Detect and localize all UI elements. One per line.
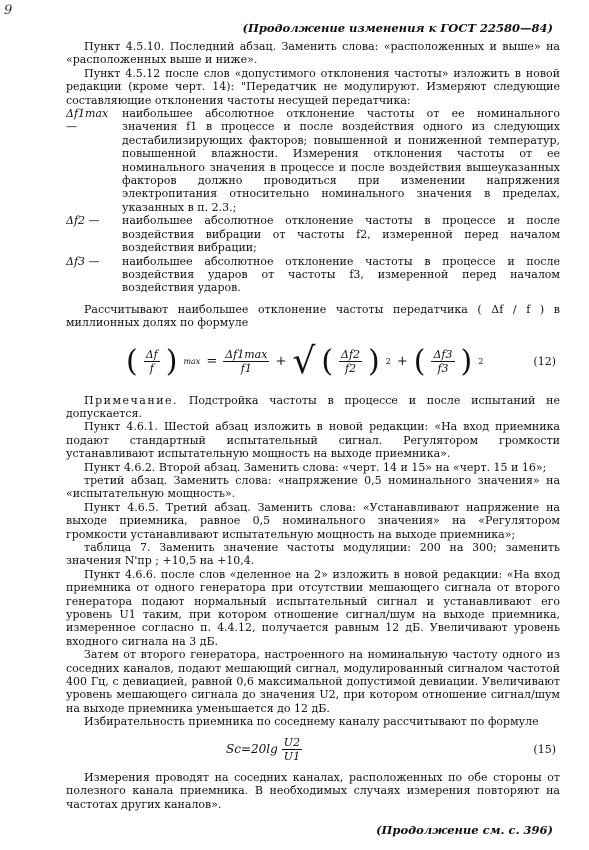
paragraph-third-abzac: третий абзац. Заменить слова: «напряжение 0,5 номинального значения» на «испытательную мощность». (66, 473, 560, 501)
formula-12 (66, 336, 560, 388)
paragraph-4-6-6: Пункт 4.6.6. после слов «деленное на 2» изложить в новой редакции: «На вход приемника от одного генератора при отсутствии мешающего сигнала от второго генератора подают нормальный испытательный сигнал и устанавливают его уровень U1 таким, при котором отношение сигнал/шум на выходе приемника, измеренное согласно п. 4.4.12, получается равным 12 дБ. Увеличивают уровень входного сигнала на 3 дБ. (66, 567, 560, 648)
paragraph-4-6-2: Пункт 4.6.2. Второй абзац. Заменить слова: «черт. 14 и 15» на «черт. 15 и 16»; (84, 460, 547, 474)
page-footer: (Продолжение см. с. 396) (376, 823, 553, 837)
paragraph-4-6-5: Пункт 4.6.5. Третий абзац. Заменить слова: «Устанавливают напряжение на выходе приемника, равное 0,5 номинального значения» на «Регулятором громкости устанавливают испытательную мощность на выходе приемника»; (66, 500, 560, 541)
paragraph-calc: Рассчитывают наибольшее отклонение частоты передатчика ( Δf / f ) в миллионных долях по формуле (66, 302, 560, 330)
formula-term-2: $\frac{\Delta f2}{f2}$ (341, 347, 361, 376)
paragraph-4-5-12: Пункт 4.5.12 после слов «допустимого отклонения частоты» изложить в новой редакции (кроме черт. 14): "Передатчик не модулируют. Измеряют следующие составляющие отклонения частоты несущей передатчика: (66, 66, 560, 107)
formula-term-3: $\frac{\Delta f3}{f3}$ (433, 347, 453, 376)
formula-12-expression: ( $\frac{\Delta f}{f}$ ) max = $\frac{\Delta f1\max}{f1}$ + √ ( $\frac{\Delta f2}{f2}$ ) 2 + ( $\frac{\Delta f3}{f3}$ ) 2 (126, 340, 484, 382)
note-label: Примечание. (84, 393, 179, 407)
formula-12-number: (12) (533, 354, 556, 368)
definition-text: наибольшее абсолютное отклонение частоты в процессе и после воздействия вибрации от частоты f2, измеренной перед началом воздействия вибрации; (122, 214, 560, 255)
definition-item (66, 107, 560, 214)
document-body (66, 40, 560, 811)
definition-text: наибольшее абсолютное отклонение частоты от ее номинального значения f1 в процессе и после воздействия одного из следующих дестабилизирующих факторов; повышенной и пониженной температур, повышенной влажности. Измерения отклонения частоты от ее номинального значения в процессе и после воздействия вышеуказанных факторов должно проводиться при изменении напряжения электропитания относительно номинального значения в пределах, указанных в п. 2.3.; (122, 107, 560, 214)
formula-lhs-fraction: $\frac{\Delta f}{f}$ (145, 347, 158, 376)
corner-mark: 9 (4, 3, 13, 18)
page-header: (Продолжение изменения к ГОСТ 22580—84) (242, 21, 553, 35)
paragraph-second-generator: Затем от второго генератора, настроенного на номинальную частоту одного из соседних каналов, подают мешающий сигнал, модулированный сигналом частотой 400 Гц, с девиацией, равной 0,6 максимальной допустимой девиации. Увеличивают уровень мешающего сигнала до значения U2, при котором отношение сигнал/шум на выходе приемника уменьшается до 12 дБ. (66, 648, 560, 715)
definition-item (66, 255, 560, 295)
paragraph-selectivity: Избирательность приемника по соседнему каналу рассчитывают по формуле (84, 715, 539, 729)
definition-item (66, 214, 560, 254)
definition-term: Δf1max — (66, 107, 109, 134)
definition-term: Δf2 — (66, 214, 100, 228)
formula-15 (66, 733, 560, 767)
paragraph-4-6-1: Пункт 4.6.1. Шестой абзац изложить в новой редакции: «На вход приемника подают стандартный испытательный сигнал. Регулятором громкости устанавливают испытательную мощность на выходе приемника». (66, 420, 560, 461)
formula-15-expression: Sc=20lg $\frac{U2}{U1}$ (226, 735, 301, 764)
paragraph-table-7: таблица 7. Заменить значение частоты модуляции: 200 на 300; заменить значения N'пр ; +10,5 на +10,4. (66, 541, 560, 568)
formula-term-1: $\frac{\Delta f1\max}{f1}$ (225, 347, 268, 376)
definition-term: Δf3 — (66, 254, 100, 268)
definitions-list (66, 107, 560, 295)
formula-15-fraction: $\frac{U2}{U1}$ (283, 735, 301, 764)
formula-15-number: (15) (533, 742, 556, 756)
sqrt-sign-icon: √ (292, 340, 316, 382)
note-text: Подстройка частоты в процессе и после испытаний не допускается. (66, 393, 560, 420)
formula-lhs-subscript: max (183, 356, 201, 366)
paragraph-4-5-10: Пункт 4.5.10. Последний абзац. Заменить слова: «расположенных и выше» на «расположенных выше и ниже». (66, 40, 560, 67)
definition-text: наибольшее абсолютное отклонение частоты в процессе и после воздействия ударов от частоты f3, измеренной перед началом воздействия ударов. (122, 254, 560, 295)
paragraph-measurements: Измерения проводят на соседних каналах, расположенных по обе стороны от полезного канала приемника. В необходимых случаях измерения повторяют на частотах других каналов». (66, 770, 560, 811)
note (66, 394, 560, 421)
